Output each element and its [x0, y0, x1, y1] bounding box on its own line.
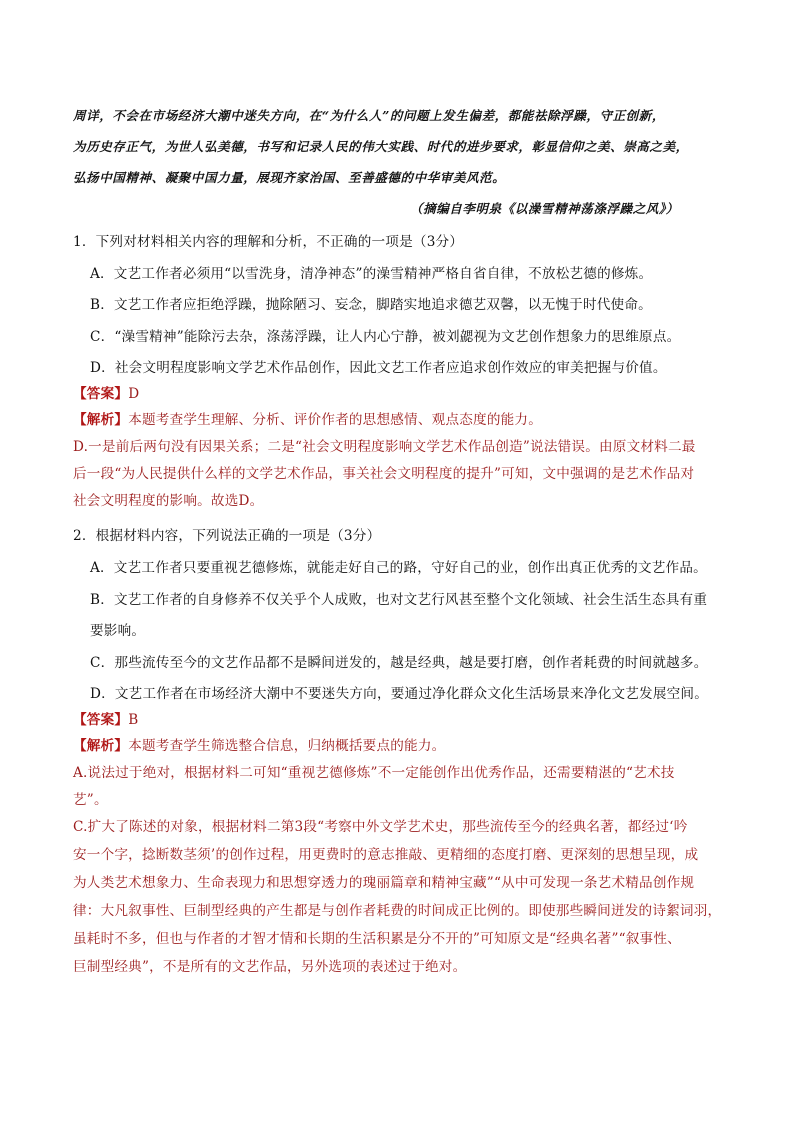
q2-answer [73, 708, 138, 728]
q1-explanation-line: 后一段“为人民提供什么样的文学艺术作品，事关社会文明程度的提升”可知，文中强调的是艺术作品对 [73, 466, 695, 482]
q1-answer [73, 382, 139, 402]
answer-value: B [128, 712, 139, 728]
q1-explanation-line: D.一是前后两句没有因果关系；二是“社会文明程度影响文学艺术作品创造”说法错误。由原文材料二最 [73, 439, 696, 455]
passage-line: 为历史存正气，为世人弘美德，书写和记录人民的伟大实践、时代的进步要求，彰显信仰之美、崇高之美， [73, 139, 689, 154]
q2-option-d: D．文艺工作者在市场经济大潮中不要迷失方向，要通过净化群众文化生活场景来净化文艺发展空间。 [90, 686, 709, 702]
q1-option-d: D．社会文明程度影响文学艺术作品创作，因此文艺工作者应追求创作效应的审美把握与价值。 [90, 360, 667, 376]
answer-tag: 【答案】 [73, 712, 129, 728]
q2-explanation-a-line: A.说法过于绝对，根据材料二可知“重视艺德修炼”不一定能创作出优秀作品，还需要精湛的“艺术技 [73, 765, 675, 781]
q1-option-c: C．“澡雪精神”能除污去杂，涤荡浮躁，让人内心宁静，被刘勰视为文艺创作想象力的思维原点。 [90, 329, 681, 345]
q2-explanation-c-line: 安一个字，捻断数茎须’的创作过程，用更费时的意志推敲、更精细的态度打磨、更深刻的思想呈现，成 [73, 847, 699, 863]
answer-tag: 【答案】 [73, 386, 129, 402]
analysis-tag: 【解析】 [73, 738, 129, 754]
q1-stem: 1．下列对材料相关内容的理解和分析，不正确的一项是（3分） [73, 234, 464, 250]
q2-explanation-a-line: 艺”。 [73, 792, 108, 808]
passage-line: 弘扬中国精神、凝聚中国力量，展现齐家治国、至善盛德的中华审美风范。 [73, 170, 506, 185]
analysis-text: 本题考查学生筛选整合信息，归纳概括要点的能力。 [128, 738, 446, 754]
q1-option-a: A．文艺工作者必须用“以雪洗身，清净神态”的澡雪精神严格自省自律，不放松艺德的修炼。 [90, 266, 653, 282]
q2-explanation-c-line: 律：大凡叙事性、巨制型经典的产生都是与创作者耗费的时间成正比例的。即使那些瞬间迸发的诗絮词羽， [73, 903, 722, 919]
q1-option-b: B．文艺工作者应拒绝浮躁，抛除陋习、妄念，脚踏实地追求德艺双馨，以无愧于时代使命。 [90, 297, 652, 313]
answer-value: D [128, 386, 140, 402]
passage-source: （摘编自李明泉《以澡雪精神荡涤浮躁之风》） [410, 201, 679, 216]
q2-explanation-c-line: C.扩大了陈述的对象，根据材料二第3段“考察中外文学艺术史，那些流传至今的经典名著，都经过‘吟 [73, 819, 688, 835]
q2-explanation-c-line: 虽耗时不多，但也与作者的才智才情和长期的生活积累是分不开的”可知原文是“经典名著”“叙事性、 [73, 931, 681, 947]
q1-analysis [73, 408, 542, 428]
q2-option-c: C．那些流传至今的文艺作品都不是瞬间迸发的，越是经典，越是要打磨，创作者耗费的时间就越多。 [90, 655, 708, 671]
q2-explanation-c-line: 巨制型经典”，不是所有的文艺作品，另外选项的表述过于绝对。 [73, 959, 467, 975]
q2-analysis [73, 734, 445, 754]
q2-stem: 2．根据材料内容，下列说法正确的一项是（3分） [73, 528, 381, 544]
analysis-tag: 【解析】 [73, 412, 129, 428]
passage-line: 周详，不会在市场经济大潮中迷失方向，在“为什么人”的问题上发生偏差，都能祛除浮躁，守正创新， [73, 108, 665, 123]
analysis-text: 本题考查学生理解、分析、评价作者的思想感情、观点态度的能力。 [128, 412, 542, 428]
q1-explanation-line: 社会文明程度的影响。故选D。 [73, 493, 264, 509]
q2-option-a: A．文艺工作者只要重视艺德修炼，就能走好自己的路，守好自己的业，创作出真正优秀的文艺作品。 [90, 560, 707, 576]
q2-option-b-continued: 要影响。 [90, 623, 146, 639]
q2-explanation-c-line: 为人类艺术想象力、生命表现力和思想穿透力的瑰丽篇章和精神宝藏”“从中可发现一条艺术精品创作规 [73, 875, 695, 891]
q2-option-b: B．文艺工作者的自身修养不仅关乎个人成败，也对文艺行风甚至整个文化领域、社会生活生态具有重 [90, 592, 708, 608]
